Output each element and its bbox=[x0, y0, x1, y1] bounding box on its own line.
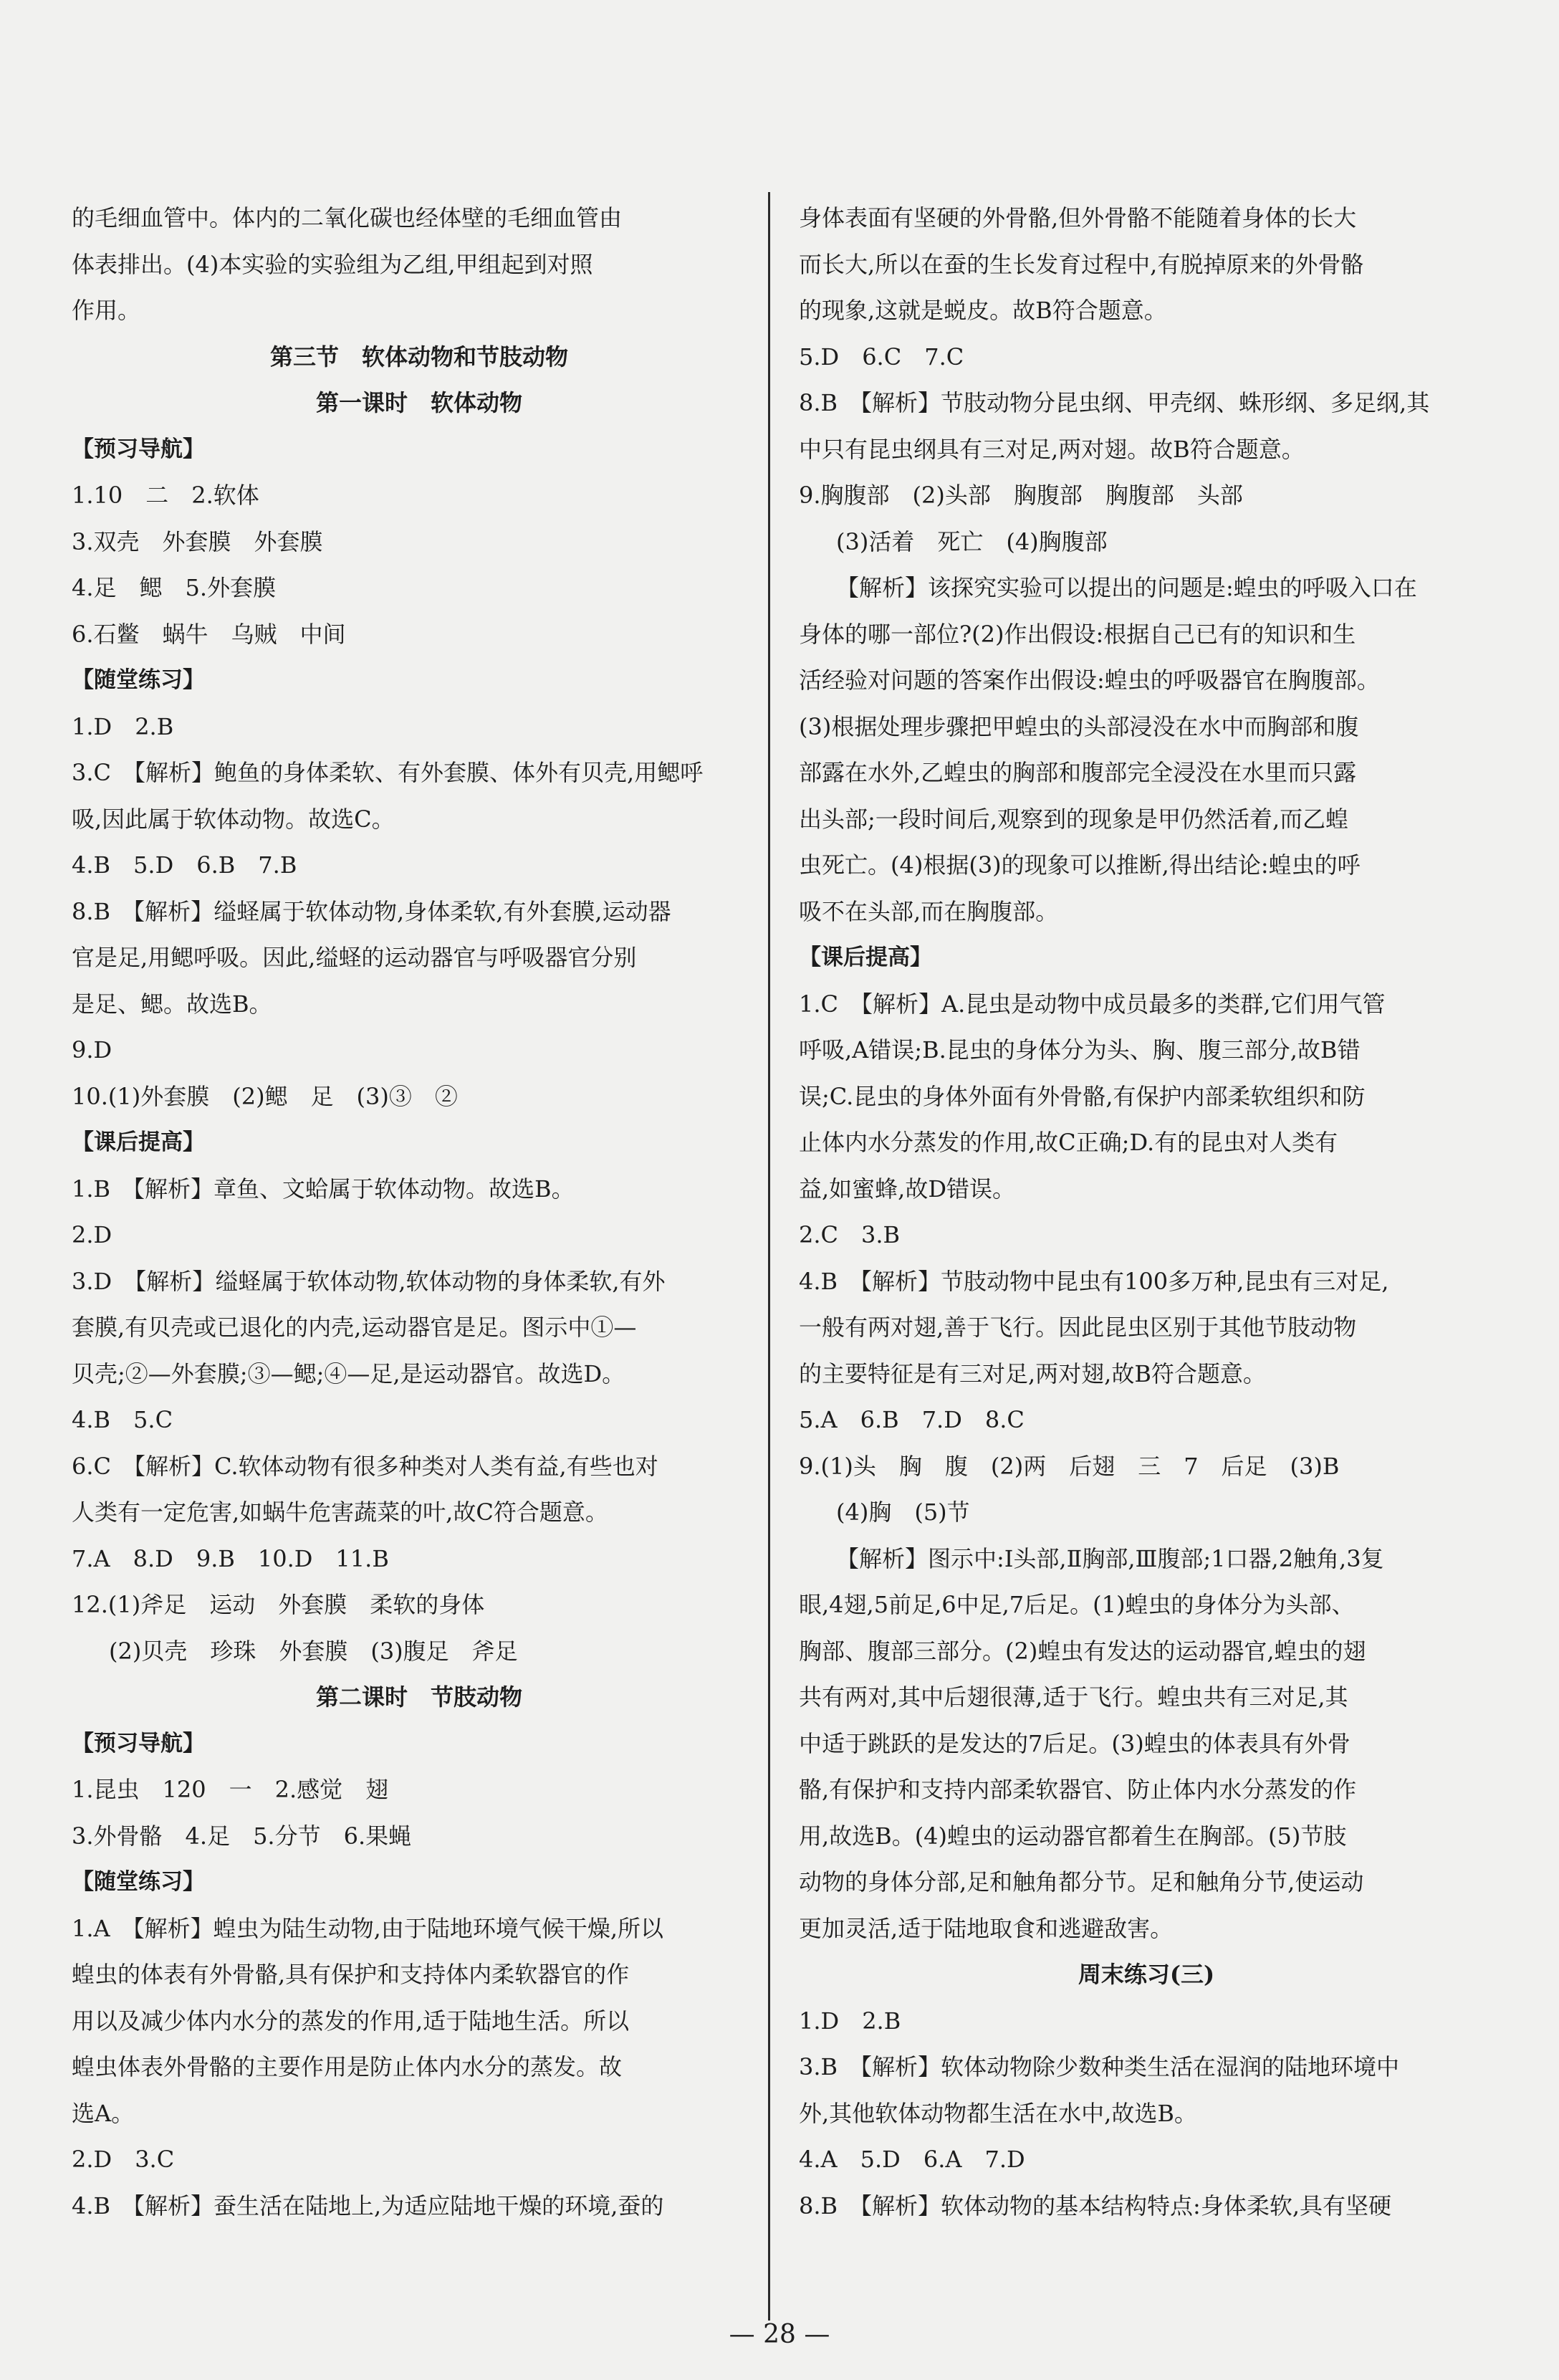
text-line: 体表排出。(4)本实验的实验组为乙组,甲组起到对照 bbox=[72, 250, 593, 278]
text-line: 4.B 5.D 6.B 7.B bbox=[72, 851, 297, 879]
text-line: 吸,因此属于软体动物。故选C。 bbox=[72, 805, 395, 833]
text-line: 5.A 6.B 7.D 8.C bbox=[799, 1406, 1025, 1433]
text-line: 呼吸,A错误;B.昆虫的身体分为头、胸、腹三部分,故B错 bbox=[799, 1036, 1361, 1064]
text-line: 1.C 【解析】A.昆虫是动物中成员最多的类群,它们用气管 bbox=[799, 990, 1386, 1018]
text-line: 4.足 鳃 5.外套膜 bbox=[72, 574, 277, 601]
right-column bbox=[799, 195, 1494, 2229]
text-line: (3)根据处理步骤把甲蝗虫的头部浸没在水中而胸部和腹 bbox=[799, 712, 1359, 740]
section-heading: 周末练习(三) bbox=[1078, 1961, 1215, 1988]
text-line: 1.D 2.B bbox=[72, 712, 174, 740]
text-line: 身体表面有坚硬的外骨骼,但外骨骼不能随着身体的长大 bbox=[799, 204, 1357, 231]
text-line: 1.昆虫 120 一 2.感觉 翅 bbox=[72, 1776, 389, 1803]
text-line: 9.(1)头 胸 腹 (2)两 后翅 三 7 后足 (3)B bbox=[799, 1452, 1340, 1480]
text-line: 7.A 8.D 9.B 10.D 11.B bbox=[72, 1544, 389, 1572]
text-line: 3.外骨骼 4.足 5.分节 6.果蝇 bbox=[72, 1822, 412, 1850]
column-divider bbox=[768, 192, 770, 2321]
page-number: — 28 — bbox=[729, 2320, 830, 2349]
text-line: 2.D 3.C bbox=[72, 2146, 175, 2173]
text-line: 1.A 【解析】蝗虫为陆生动物,由于陆地环境气候干燥,所以 bbox=[72, 1914, 663, 1942]
text-line: 4.B 【解析】节肢动物中昆虫有100多万种,昆虫有三对足, bbox=[799, 1267, 1389, 1295]
text-line: 外,其他软体动物都生活在水中,故选B。 bbox=[799, 2099, 1197, 2127]
text-line: 1.D 2.B bbox=[799, 2007, 901, 2035]
text-line: 吸不在头部,而在胸腹部。 bbox=[799, 897, 1059, 925]
text-line: 误;C.昆虫的身体外面有外骨骼,有保护内部柔软组织和防 bbox=[799, 1082, 1366, 1110]
text-line: 用以及减少体内水分的蒸发的作用,适于陆地生活。所以 bbox=[72, 2007, 630, 2035]
section-tag: 【预习导航】 bbox=[72, 1730, 205, 1757]
section-heading: 第三节 软体动物和节肢动物 bbox=[269, 343, 568, 371]
text-line: 出头部;一段时间后,观察到的现象是甲仍然活着,而乙蝗 bbox=[799, 805, 1349, 833]
text-line: 4.A 5.D 6.A 7.D bbox=[799, 2146, 1025, 2173]
text-line: 虫死亡。(4)根据(3)的现象可以推断,得出结论:蝗虫的呼 bbox=[799, 851, 1361, 879]
text-line: 5.D 6.C 7.C bbox=[799, 343, 964, 371]
text-line: 用,故选B。(4)蝗虫的运动器官都着生在胸部。(5)节肢 bbox=[799, 1822, 1347, 1850]
text-line: 一般有两对翅,善于飞行。因此昆虫区别于其他节肢动物 bbox=[799, 1314, 1357, 1341]
section-heading: 第一课时 软体动物 bbox=[315, 389, 522, 416]
text-line: 4.B 5.C bbox=[72, 1406, 173, 1433]
section-tag: 【随堂练习】 bbox=[72, 667, 205, 693]
text-line: 9.胸腹部 (2)头部 胸腹部 胸腹部 头部 bbox=[799, 482, 1243, 509]
text-line: 选A。 bbox=[72, 2099, 135, 2127]
text-line: 3.双壳 外套膜 外套膜 bbox=[72, 527, 323, 555]
text-line: 1.B 【解析】章鱼、文蛤属于软体动物。故选B。 bbox=[72, 1175, 575, 1203]
text-line: 4.B 【解析】蚕生活在陆地上,为适应陆地干燥的环境,蚕的 bbox=[72, 2192, 664, 2219]
text-line: 12.(1)斧足 运动 外套膜 柔软的身体 bbox=[72, 1591, 485, 1618]
text-line: 9.D bbox=[72, 1036, 112, 1064]
text-line: 止体内水分蒸发的作用,故C正确;D.有的昆虫对人类有 bbox=[799, 1129, 1338, 1156]
text-line: 3.C 【解析】鲍鱼的身体柔软、有外套膜、体外有贝壳,用鳃呼 bbox=[72, 759, 704, 786]
text-line: 3.B 【解析】软体动物除少数种类生活在湿润的陆地环境中 bbox=[799, 2053, 1400, 2080]
text-line: 6.石鳖 蜗牛 乌贼 中间 bbox=[72, 620, 346, 648]
text-line: 8.B 【解析】缢蛏属于软体动物,身体柔软,有外套膜,运动器 bbox=[72, 897, 671, 925]
text-line: (3)活着 死亡 (4)胸腹部 bbox=[836, 527, 1108, 555]
text-line: 【解析】图示中:Ⅰ头部,Ⅱ胸部,Ⅲ腹部;1口器,2触角,3复 bbox=[836, 1544, 1384, 1572]
text-line: 官是足,用鳃呼吸。因此,缢蛏的运动器官与呼吸器官分别 bbox=[72, 944, 637, 971]
text-line: 8.B 【解析】软体动物的基本结构特点:身体柔软,具有坚硬 bbox=[799, 2192, 1392, 2219]
text-line: 活经验对问题的答案作出假设:蝗虫的呼吸器官在胸腹部。 bbox=[799, 666, 1380, 694]
text-line: 部露在水外,乙蝗虫的胸部和腹部完全浸没在水里而只露 bbox=[799, 759, 1357, 786]
text-line: 的主要特征是有三对足,两对翅,故B符合题意。 bbox=[799, 1359, 1266, 1387]
text-line: 作用。 bbox=[72, 297, 141, 324]
text-line: 人类有一定危害,如蜗牛危害蔬菜的叶,故C符合题意。 bbox=[72, 1499, 608, 1526]
text-line: 2.D bbox=[72, 1221, 112, 1248]
text-line: 更加灵活,适于陆地取食和逃避敌害。 bbox=[799, 1914, 1174, 1942]
text-line: 动物的身体分部,足和触角都分节。足和触角分节,使运动 bbox=[799, 1868, 1364, 1896]
text-line: 眼,4翅,5前足,6中足,7后足。(1)蝗虫的身体分为头部、 bbox=[799, 1591, 1355, 1618]
section-tag: 【预习导航】 bbox=[72, 436, 205, 462]
text-line: (4)胸 (5)节 bbox=[836, 1499, 970, 1526]
text-line: 蝗虫体表外骨骼的主要作用是防止体内水分的蒸发。故 bbox=[72, 2053, 623, 2080]
text-line: 共有两对,其中后翅很薄,适于飞行。蝗虫共有三对足,其 bbox=[799, 1683, 1348, 1711]
text-line: 而长大,所以在蚕的生长发育过程中,有脱掉原来的外骨骼 bbox=[799, 250, 1364, 278]
text-line: 中适于跳跃的是发达的7后足。(3)蝗虫的体表具有外骨 bbox=[799, 1729, 1351, 1757]
text-line: 1.10 二 2.软体 bbox=[72, 482, 259, 509]
text-line: 中只有昆虫纲具有三对足,两对翅。故B符合题意。 bbox=[799, 435, 1305, 463]
text-line: 的毛细血管中。体内的二氧化碳也经体壁的毛细血管由 bbox=[72, 204, 623, 231]
text-line: 6.C 【解析】C.软体动物有很多种类对人类有益,有些也对 bbox=[72, 1452, 658, 1480]
section-heading: 第二课时 节肢动物 bbox=[315, 1683, 522, 1711]
text-line: 套膜,有贝壳或已退化的内壳,运动器官是足。图示中①— bbox=[72, 1314, 637, 1341]
text-line: 10.(1)外套膜 (2)鳃 足 (3)③ ② bbox=[72, 1082, 458, 1110]
text-line: 的现象,这就是蜕皮。故B符合题意。 bbox=[799, 297, 1167, 324]
text-line: 身体的哪一部位?(2)作出假设:根据自己已有的知识和生 bbox=[799, 620, 1356, 648]
text-line: 3.D 【解析】缢蛏属于软体动物,软体动物的身体柔软,有外 bbox=[72, 1267, 666, 1295]
text-line: 是足、鳃。故选B。 bbox=[72, 990, 272, 1018]
text-line: 胸部、腹部三部分。(2)蝗虫有发达的运动器官,蝗虫的翅 bbox=[799, 1637, 1366, 1665]
text-line: 8.B 【解析】节肢动物分昆虫纲、甲壳纲、蛛形纲、多足纲,其 bbox=[799, 389, 1430, 416]
section-tag: 【课后提高】 bbox=[799, 945, 932, 970]
left-column bbox=[72, 195, 767, 2229]
text-line: 蝗虫的体表有外骨骼,具有保护和支持体内柔软器官的作 bbox=[72, 1961, 630, 1988]
section-tag: 【课后提高】 bbox=[72, 1129, 205, 1155]
text-line: 益,如蜜蜂,故D错误。 bbox=[799, 1175, 1016, 1203]
text-line: (2)贝壳 珍珠 外套膜 (3)腹足 斧足 bbox=[109, 1637, 518, 1665]
text-line: 2.C 3.B bbox=[799, 1221, 901, 1248]
section-tag: 【随堂练习】 bbox=[72, 1869, 205, 1895]
text-line: 【解析】该探究实验可以提出的问题是:蝗虫的呼吸入口在 bbox=[836, 574, 1417, 601]
text-line: 贝壳;②—外套膜;③—鳃;④—足,是运动器官。故选D。 bbox=[72, 1359, 625, 1387]
text-line: 骼,有保护和支持内部柔软器官、防止体内水分蒸发的作 bbox=[799, 1776, 1357, 1803]
